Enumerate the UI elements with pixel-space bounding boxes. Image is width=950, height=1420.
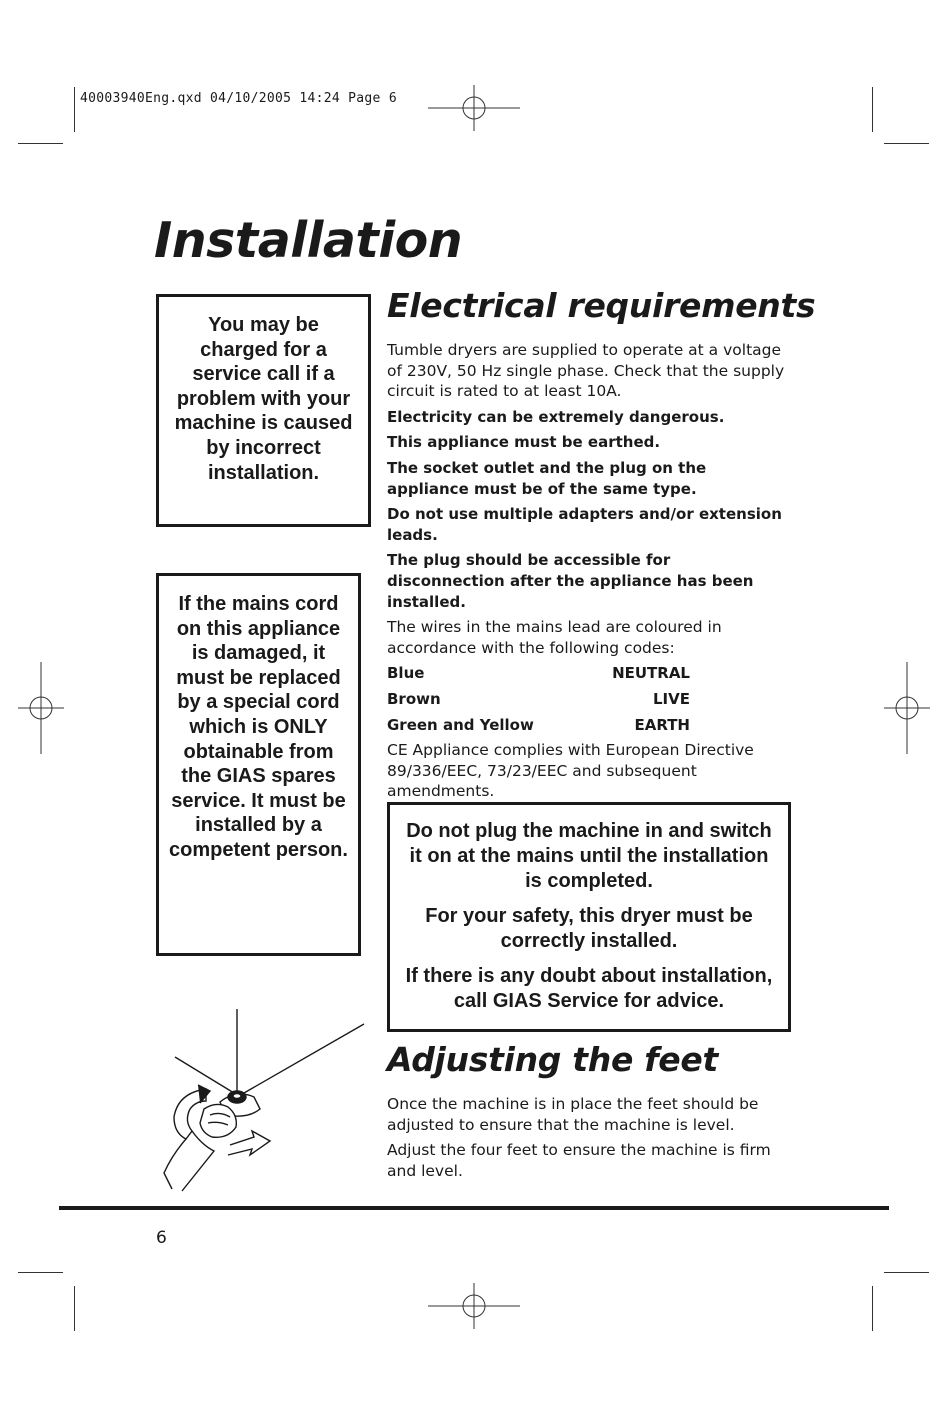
safety-warning-box	[387, 802, 791, 1032]
service-call-notice-text: You may be charged for a service call if a problem with your machine is caused by incorrect installation.	[174, 314, 353, 484]
wire-row	[387, 715, 690, 736]
electrical-heading: Electrical requirements	[387, 286, 816, 325]
feet-section	[387, 1094, 792, 1186]
warning-item: This appliance must be earthed.	[387, 433, 661, 452]
registration-mark-icon	[18, 662, 64, 754]
print-slug: 40003940Eng.qxd 04/10/2005 14:24 Page 6	[80, 91, 397, 106]
wire-code: LIVE	[653, 689, 690, 708]
warning-item: Do not use multiple adapters and/or extension leads.	[387, 505, 782, 544]
safety-warning-line: For your safety, this dryer must be correctly installed.	[425, 905, 753, 952]
service-call-notice	[156, 294, 371, 527]
registration-mark-icon	[428, 1283, 520, 1329]
warning-item: The socket outlet and the plug on the appliance must be of the same type.	[387, 458, 707, 498]
wire-code: NEUTRAL	[612, 664, 690, 683]
page-number: 6	[156, 1228, 167, 1248]
electrical-section	[387, 340, 792, 807]
safety-warning-line: Do not plug the machine in and switch it on at the mains until the installation is completed.	[406, 820, 772, 892]
footer-rule	[59, 1206, 889, 1210]
wire-codes-table	[387, 663, 792, 735]
registration-mark-icon	[428, 85, 520, 131]
registration-mark-icon	[884, 662, 930, 754]
wires-intro: The wires in the mains lead are coloured in accordance with the following codes:	[387, 618, 722, 657]
warning-item: The plug should be accessible for disconnection after the appliance has been installed.	[387, 551, 754, 611]
mains-cord-notice	[156, 573, 361, 956]
feet-paragraph: Once the machine is in place the feet should be adjusted to ensure that the machine is level.	[387, 1095, 759, 1134]
wire-colour: Blue	[387, 664, 425, 683]
warning-item: Electricity can be extremely dangerous.	[387, 407, 725, 426]
page-title: Installation	[154, 212, 463, 269]
safety-warning-line: If there is any doubt about installation, call GIAS Service for advice.	[405, 965, 773, 1012]
foot-adjustment-illustration	[158, 1005, 368, 1195]
wire-colour: Green and Yellow	[387, 715, 534, 734]
wire-colour: Brown	[387, 689, 441, 708]
feet-paragraph: Adjust the four feet to ensure the machine is firm and level.	[387, 1141, 771, 1180]
mains-cord-notice-text: If the mains cord on this appliance is damaged, it must be replaced by a special cord which is ONLY obtainable from the GIAS spares service. It must be installed by a competent person.	[169, 593, 348, 861]
feet-heading: Adjusting the feet	[387, 1040, 718, 1079]
ce-note: CE Appliance complies with European Directive 89/336/EEC, 73/23/EEC and subsequent amendments.	[387, 741, 754, 801]
wire-code: EARTH	[634, 715, 690, 734]
wire-row	[387, 663, 690, 684]
electrical-intro: Tumble dryers are supplied to operate at a voltage of 230V, 50 Hz single phase. Check that the supply circuit is rated to at least 10A.	[387, 341, 785, 401]
wire-row	[387, 689, 690, 710]
